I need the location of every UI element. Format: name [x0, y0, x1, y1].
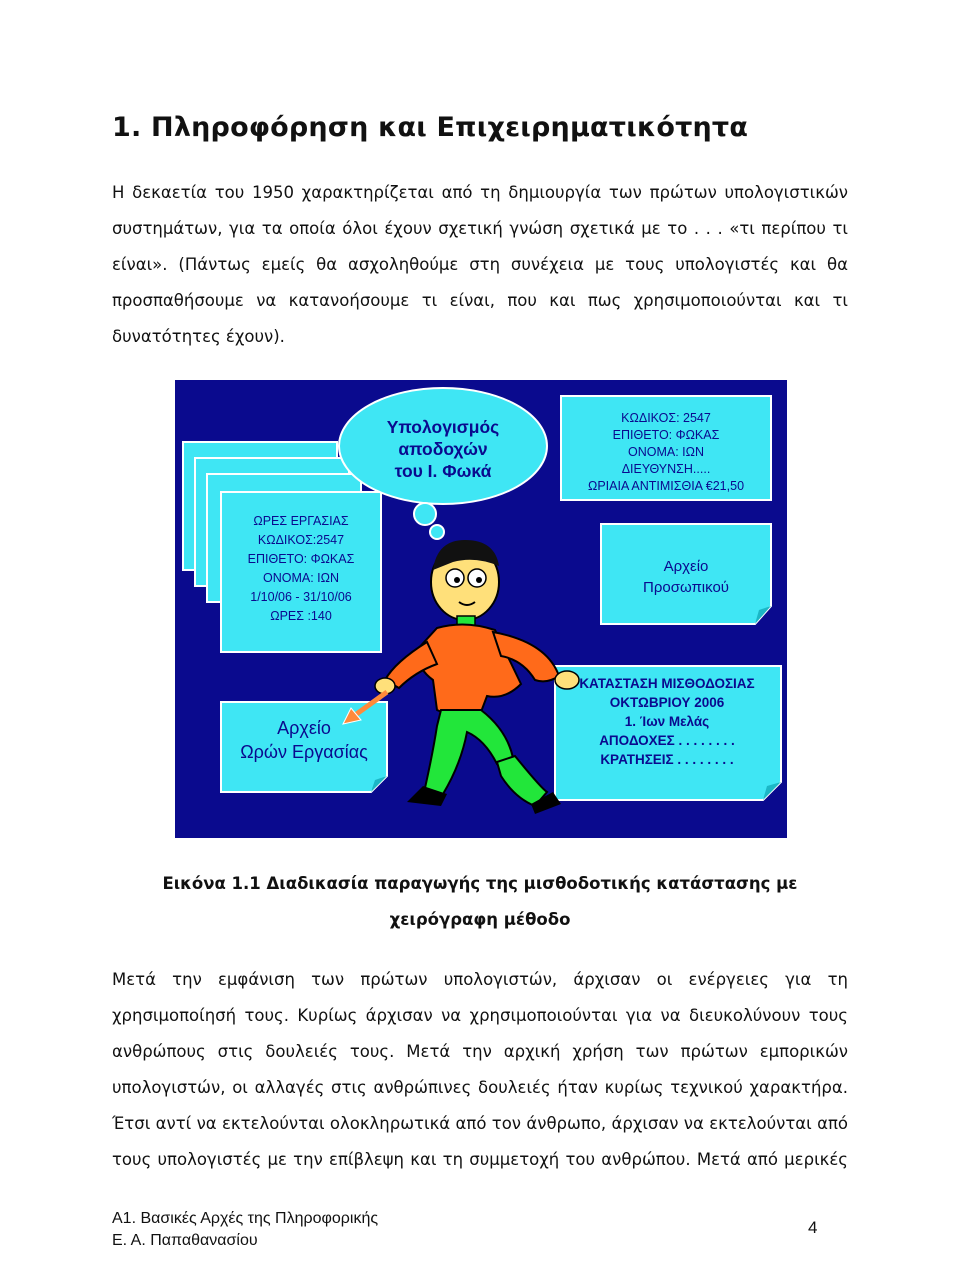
figure-caption: [0, 866, 960, 938]
text-line: τους υπολογιστές με την επίβλεψη και τη συμμετοχή του ανθρώπου. Μετά από μερικές: [112, 1150, 848, 1169]
bubble-line: Υπολογισμός: [386, 417, 500, 437]
record-line: ΚΩΔΙΚΟΣ: 2547: [621, 411, 711, 425]
payroll-line: ΟΚΤΩΒΡΙΟΥ 2006: [609, 695, 725, 710]
file-label-line: Αρχείο: [663, 558, 709, 575]
payroll-line: ΚΡΑΤΗΣΕΙΣ . . . . . . . .: [600, 752, 734, 767]
footer-author: Ε. Α. Παπαθανασίου: [112, 1232, 258, 1249]
personnel-record-text: [561, 410, 771, 495]
bubble-line: αποδοχών: [398, 439, 488, 459]
text-line: Έτσι αντί να εκτελούνται ολοκληρωτικά από τον άνθρωπο, άρχισαν να εκτελούνται από: [112, 1114, 848, 1133]
person-figure: [375, 540, 579, 814]
payroll-line: ΚΑΤΑΣΤΑΣΗ ΜΙΣΘΟΔΟΣΙΑΣ: [579, 676, 755, 691]
text-line: δυνατότητες έχουν).: [112, 327, 285, 346]
timesheet-line: ΕΠΙΘΕΤΟ: ΦΩΚΑΣ: [247, 552, 355, 566]
timesheet-text: [223, 512, 379, 626]
page-heading: 1. Πληροφόρηση και Επιχειρηματικότητα: [112, 112, 749, 143]
timesheet-line: ΩΡΕΣ ΕΡΓΑΣΙΑΣ: [253, 514, 349, 528]
thought-bubble-text: [347, 416, 539, 482]
payroll-line: 1. Ίων Μελάς: [624, 714, 710, 729]
record-line: ΕΠΙΘΕΤΟ: ΦΩΚΑΣ: [612, 428, 720, 442]
thought-bubble-dot: [414, 503, 436, 525]
record-line: ΔΙΕΥΘΥΝΣΗ.....: [621, 462, 711, 476]
text-line: προσπαθήσουμε να κατανοήσουμε τι είναι, που και πως χρησιμοποιούνται και τι: [112, 291, 848, 310]
thought-bubble-dot: [430, 525, 444, 539]
record-line: ΟΝΟΜΑ: ΙΩΝ: [627, 445, 704, 459]
text-line: χρησιμοποίησή τους. Κυρίως άρχισαν να χρησιμοποιούνται για να διευκολύνουν τους: [112, 1006, 848, 1025]
text-line: Η δεκαετία του 1950 χαρακτηρίζεται από τη δημιουργία των πρώτων υπολογιστικών: [112, 183, 848, 202]
timesheet-line: 1/10/06 - 31/10/06: [250, 590, 352, 604]
file-label-line: Αρχείο: [277, 718, 331, 738]
text-line: συστημάτων, για τα οποία όλοι έχουν σχετική γνώση σχετικά με το . . . «τι περίπου τι: [112, 219, 848, 238]
personnel-file-label: [601, 556, 771, 598]
intro-paragraph: [112, 175, 848, 355]
file-label-line: Ωρών Εργασίας: [240, 742, 368, 762]
payroll-line: ΑΠΟΔΟΧΕΣ . . . . . . . .: [599, 733, 735, 748]
body-paragraph: [112, 962, 848, 1178]
text-line: είναι». (Πάντως εμείς θα ασχοληθούμε στη συνέχεια με τους υπολογιστές και θα: [112, 255, 848, 274]
payroll-text: [553, 674, 781, 769]
footer-course: Α1. Βασικές Αρχές της Πληροφορικής: [112, 1210, 379, 1227]
caption-line: χειρόγραφη μέθοδο: [389, 910, 571, 929]
timesheet-line: ΚΩΔΙΚΟΣ:2547: [257, 533, 345, 547]
text-line: ανθρώπους στις δουλειές τους. Μετά την αρχική χρήση των πρώτων εμπορικών: [112, 1042, 848, 1061]
timesheet-line: ΩΡΕΣ :140: [270, 609, 332, 623]
caption-line: Εικόνα 1.1 Διαδικασία παραγωγής της μισθοδοτικής κατάστασης με: [162, 874, 798, 893]
text-line: υπολογιστών, οι αλλαγές στις ανθρώπινες δουλειές ήταν κυρίως τεχνικού χαρακτήρα.: [112, 1078, 848, 1097]
bubble-line: του Ι. Φωκά: [394, 461, 492, 481]
hours-file-label: [221, 716, 387, 764]
payroll-process-figure: [175, 380, 787, 838]
record-line: ΩΡΙΑΙΑ ΑΝΤΙΜΙΣΘΙΑ €21,50: [587, 479, 745, 493]
file-label-line: Προσωπικού: [642, 579, 729, 596]
page-number: 4: [808, 1218, 818, 1237]
text-line: Μετά την εμφάνιση των πρώτων υπολογιστών, άρχισαν οι ενέργειες για τη: [112, 970, 848, 989]
timesheet-line: ΟΝΟΜΑ: ΙΩΝ: [262, 571, 339, 585]
